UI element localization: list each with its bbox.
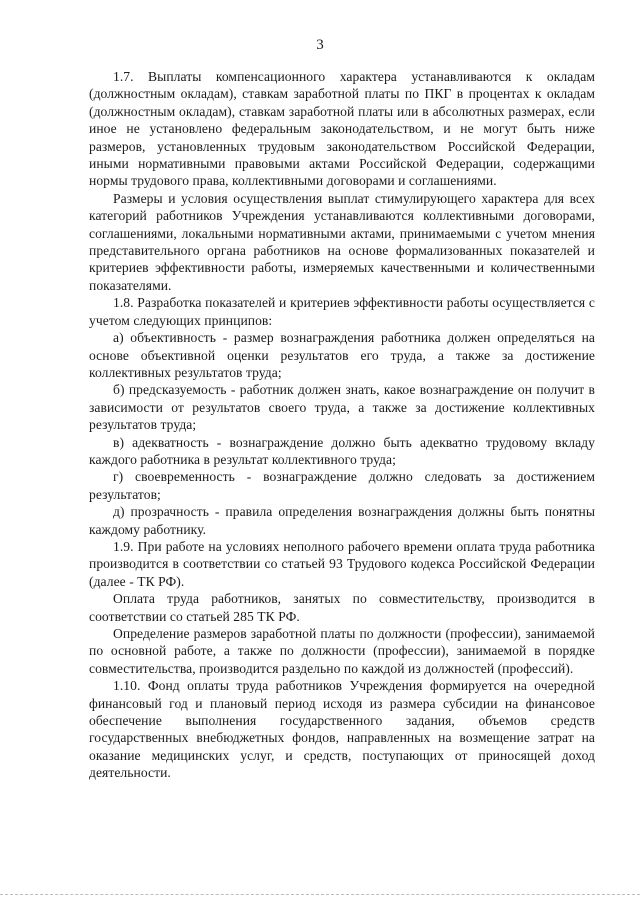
- list-item-objectivity: а) объективность - размер вознаграждения работника должен определяться на основе объективной оценки результатов его труда, а также за достижение коллективных результатов труда;: [89, 330, 595, 380]
- paragraph-combined-jobs-pay: Оплата труда работников, занятых по совместительству, производится в соответствии со статьей 285 ТК РФ.: [89, 591, 595, 624]
- paragraph-incentive-payments: Размеры и условия осуществления выплат стимулирующего характера для всех категорий работников Учреждения устанавливаются коллективными договорами, соглашениями, локальными нормативными актами, принимаемыми с учетом мнения представительного органа работников на основе формализованных показателей и критериев эффективности работы, измеряемых качественными и количественными показателями.: [89, 190, 595, 293]
- document-body: [89, 68, 595, 782]
- paragraph-salary-by-position: Определение размеров заработной платы по должности (профессии), занимаемой по основной работе, а также по должности (профессии), занимаемой в порядке совместительства, производится раздельно по каждой из должностей (профессий).: [89, 626, 595, 676]
- list-item-adequacy: в) адекватность - вознаграждение должно быть адекватно трудовому вкладу каждого работника в результат коллективного труда;: [89, 434, 595, 467]
- paragraph-1-9-part-time-work: 1.9. При работе на условиях неполного рабочего времени оплата труда работника производится в соответствии со статьей 93 Трудового кодекса Российской Федерации (далее - ТК РФ).: [89, 538, 595, 589]
- scan-edge-divider: [0, 894, 640, 895]
- list-item-transparency: д) прозрачность - правила определения вознаграждения должны быть понятны каждому работнику.: [89, 504, 595, 537]
- list-item-timeliness: г) своевременность - вознаграждение должно следовать за достижением результатов;: [89, 469, 595, 502]
- paragraph-1-7-compensation-payments: 1.7. Выплаты компенсационного характера устанавливаются к окладам (должностным окладам), ставкам заработной платы по ПКГ в процентах к окладам (должностным окладам), ставкам заработной платы или в абсолютных размерах, если иное не установлено федеральным законодательством, и не могут быть ниже размеров, установленных трудовым законодательством Российской Федерации, иными нормативными правовыми актами Российской Федерации, содержащими нормы трудового права, коллективными договорами и соглашениями.: [89, 69, 595, 189]
- page-number: 3: [316, 37, 324, 53]
- list-item-predictability: б) предсказуемость - работник должен знать, какое вознаграждение он получит в зависимости от результатов своего труда, а также за достижение коллективных результатов труда;: [89, 382, 595, 433]
- paragraph-1-8-criteria-principles: 1.8. Разработка показателей и критериев эффективности работы осуществляется с учетом следующих принципов:: [89, 295, 595, 328]
- paragraph-1-10-payroll-fund: 1.10. Фонд оплаты труда работников Учреждения формируется на очередной финансовый год и плановый период исходя из размера субсидии на финансовое обеспечение выполнения государственного задания, объемов средств государственных внебюджетных фондов, направленных на возмещение затрат на оказание медицинских услуг, и средств, поступающих от приносящей доход деятельности.: [89, 678, 595, 781]
